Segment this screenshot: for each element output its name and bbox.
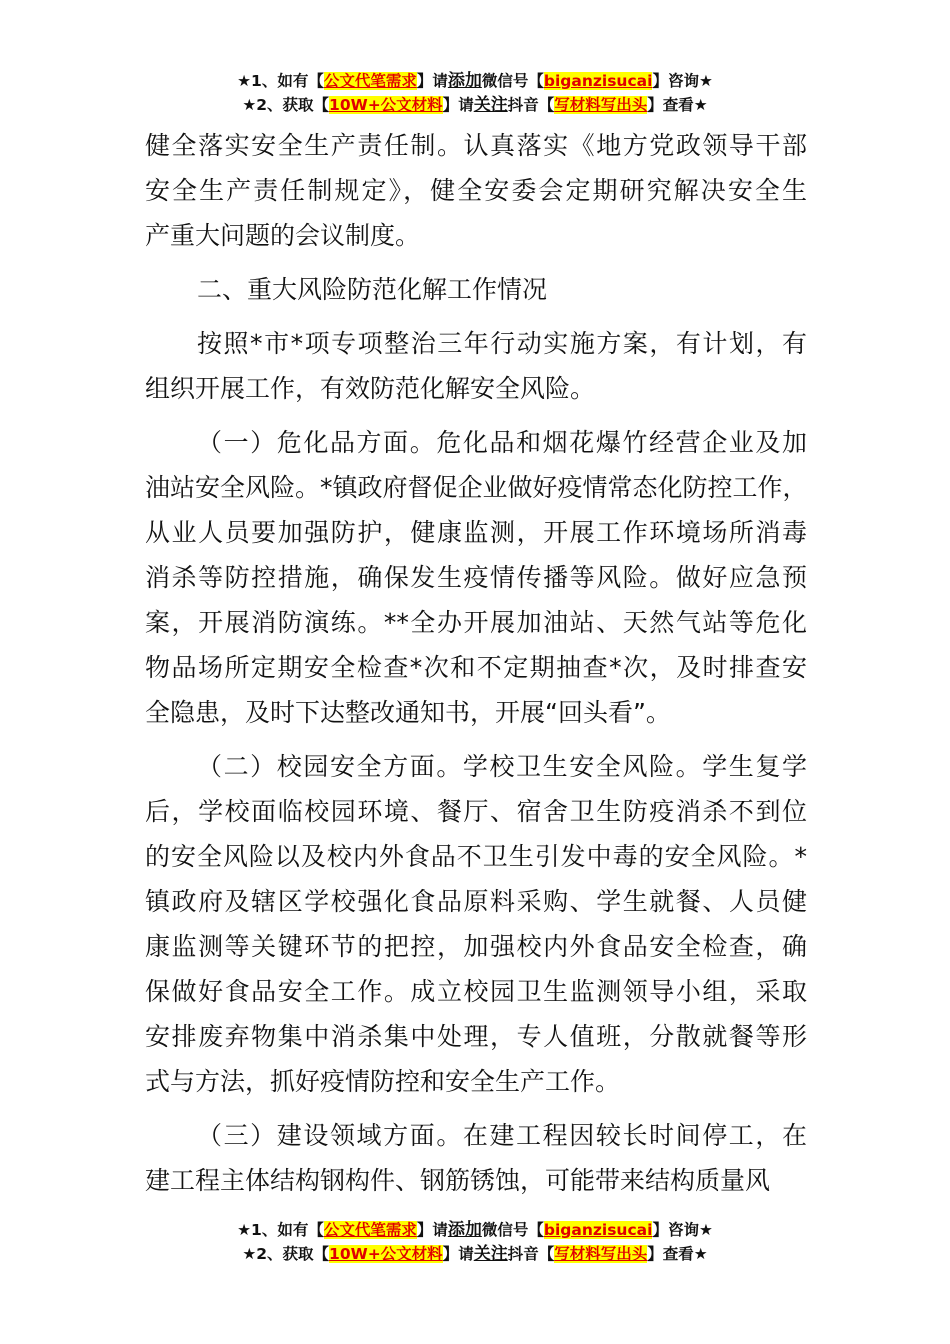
text-line: 油站安全风险。*镇政府督促企业做好疫情常态化防控工作， <box>145 473 808 502</box>
highlight: 写材料写出头 <box>554 96 648 114</box>
text-line: 的安全风险以及校内外食品不卫生引发中毒的安全风险。* <box>145 842 807 871</box>
text-line: 建工程主体结构钢构件、钢筋锈蚀，可能带来结构质量风 <box>145 1166 771 1195</box>
paragraph <box>145 1113 807 1203</box>
highlight: 10W+公文材料 <box>329 1245 443 1263</box>
highlight: 公文代笔需求 <box>323 72 417 90</box>
text-line: 组织开展工作，有效防范化解安全风险。 <box>145 374 596 403</box>
text-line: 镇政府及辖区学校强化食品原料采购、学生就餐、人员健 <box>145 887 807 916</box>
highlight: 公文代笔需求 <box>323 1221 417 1239</box>
text-line: 消杀等防控措施，确保发生疫情传播等风险。做好应急预 <box>145 563 807 592</box>
text-line: 全隐患，及时下达整改通知书，开展“回头看”。 <box>145 698 671 727</box>
document-body <box>145 123 807 1212</box>
highlight: 写材料写出头 <box>554 1245 648 1263</box>
promo-banner-bottom <box>0 1218 950 1266</box>
paragraph <box>145 744 807 1104</box>
banner-line-2: ★2、获取【10W+公文材料】请关注抖音【写材料写出头】查看★ <box>242 95 708 115</box>
banner-line-1: ★1、如有【公文代笔需求】请添加微信号【biganzisucai】咨询★ <box>237 71 713 91</box>
highlight: 10W+公文材料 <box>329 96 443 114</box>
text-line: （三）建设领域方面。在建工程因较长时间停工，在 <box>197 1121 807 1150</box>
highlight: biganzisucai <box>543 72 653 90</box>
text-line: 安全生产责任制规定》，健全安委会定期研究解决安全生 <box>145 176 807 205</box>
text-line: 物品场所定期安全检查*次和不定期抽查*次，及时排查安 <box>145 653 807 682</box>
text-line: （二）校园安全方面。学校卫生安全风险。学生复学 <box>197 752 807 781</box>
banner-line-2: ★2、获取【10W+公文材料】请关注抖音【写材料写出头】查看★ <box>242 1244 708 1264</box>
paragraph <box>145 321 807 411</box>
text-line: 后，学校面临校园环境、餐厅、宿舍卫生防疫消杀不到位 <box>145 797 807 826</box>
paragraph <box>145 267 807 312</box>
text-line: 案，开展消防演练。**全办开展加油站、天然气站等危化 <box>145 608 807 637</box>
banner-line-1: ★1、如有【公文代笔需求】请添加微信号【biganzisucai】咨询★ <box>237 1220 713 1240</box>
paragraph <box>145 420 807 735</box>
paragraph <box>145 123 807 258</box>
promo-banner-top <box>0 69 950 117</box>
text-line: 康监测等关键环节的把控，加强校内外食品安全检查，确 <box>145 932 807 961</box>
text-line: 产重大问题的会议制度。 <box>145 221 421 250</box>
text-line: 保做好食品安全工作。成立校园卫生监测领导小组，采取 <box>145 977 807 1006</box>
text-line: 按照*市*项专项整治三年行动实施方案，有计划，有 <box>197 329 807 358</box>
highlight: biganzisucai <box>543 1221 653 1239</box>
text-line: 二、重大风险防范化解工作情况 <box>197 275 548 304</box>
text-line: （一）危化品方面。危化品和烟花爆竹经营企业及加 <box>197 428 807 457</box>
text-line: 式与方法，抓好疫情防控和安全生产工作。 <box>145 1067 621 1096</box>
text-line: 健全落实安全生产责任制。认真落实《地方党政领导干部 <box>145 131 807 160</box>
text-line: 从业人员要加强防护，健康监测，开展工作环境场所消毒 <box>145 518 807 547</box>
text-line: 安排废弃物集中消杀集中处理，专人值班，分散就餐等形 <box>145 1022 807 1051</box>
